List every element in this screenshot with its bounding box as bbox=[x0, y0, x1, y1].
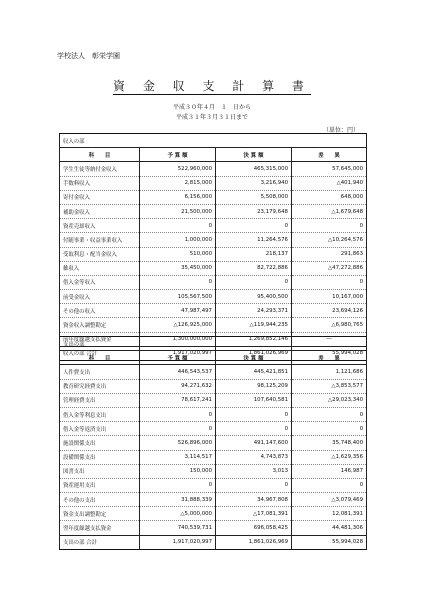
row-actual: 0 bbox=[216, 407, 292, 421]
row-budget: 35,450,000 bbox=[140, 261, 216, 275]
row-budget: 0 bbox=[140, 275, 216, 289]
row-actual: 0 bbox=[216, 422, 292, 436]
table-row bbox=[60, 233, 367, 247]
table-row bbox=[60, 436, 367, 450]
row-diff: 1,121,686 bbox=[292, 365, 367, 379]
table-row bbox=[60, 190, 367, 204]
table-row bbox=[60, 365, 367, 379]
income-header-row bbox=[60, 148, 367, 162]
col-actual-header: 決 算 額 bbox=[216, 148, 292, 162]
row-item: 手数料収入 bbox=[60, 176, 140, 190]
row-actual: 5,508,000 bbox=[216, 190, 292, 204]
row-budget: 2,815,000 bbox=[140, 176, 216, 190]
row-item: 人件費支出 bbox=[60, 365, 140, 379]
row-diff: ― bbox=[292, 332, 367, 346]
row-diff: 10,167,000 bbox=[292, 290, 367, 304]
row-actual: 107,640,581 bbox=[216, 393, 292, 407]
row-budget: 0 bbox=[140, 219, 216, 233]
row-actual: 11,264,576 bbox=[216, 233, 292, 247]
row-budget: 0 bbox=[140, 422, 216, 436]
row-item: 設備関係支出 bbox=[60, 450, 140, 464]
row-item: 管理経費支出 bbox=[60, 393, 140, 407]
col-diff-header: 差 異 bbox=[292, 148, 367, 162]
row-budget: 94,271,632 bbox=[140, 379, 216, 393]
expense-table bbox=[59, 336, 367, 550]
row-item: 教育研究経費支出 bbox=[60, 379, 140, 393]
income-table bbox=[59, 133, 367, 361]
row-item: 借入金等収入 bbox=[60, 275, 140, 289]
row-item: 雑収入 bbox=[60, 261, 140, 275]
table-row bbox=[60, 219, 367, 233]
table-row bbox=[60, 464, 367, 478]
row-actual: 4,743,873 bbox=[216, 450, 292, 464]
row-budget: 0 bbox=[140, 407, 216, 421]
row-actual: 95,400,500 bbox=[216, 290, 292, 304]
row-diff: 23,694,126 bbox=[292, 304, 367, 318]
row-actual: 0 bbox=[216, 219, 292, 233]
col-diff-header: 差 異 bbox=[292, 351, 367, 365]
row-diff: 44,481,306 bbox=[292, 521, 367, 535]
organization-name: 学校法人 彰栄学園 bbox=[57, 52, 120, 60]
row-actual: 23,179,648 bbox=[216, 204, 292, 218]
table-row bbox=[60, 507, 367, 521]
row-budget: 0 bbox=[140, 478, 216, 492]
row-diff: △3,079,469 bbox=[292, 493, 367, 507]
income-section-row bbox=[60, 134, 367, 148]
income-section-title: 収入の部 bbox=[60, 134, 367, 148]
row-diff: △3,853,577 bbox=[292, 379, 367, 393]
row-budget: 526,896,000 bbox=[140, 436, 216, 450]
table-row bbox=[60, 422, 367, 436]
income-total-diff: 55,994,028 bbox=[292, 346, 367, 360]
row-budget: 1,000,000 bbox=[140, 233, 216, 247]
expense-total-budget: 1,917,020,997 bbox=[140, 535, 216, 549]
row-item: 借入金等返済支出 bbox=[60, 422, 140, 436]
expense-total-label: 支出の部 合計 bbox=[60, 535, 140, 549]
row-item: 前年度繰越支払資金 bbox=[60, 332, 140, 346]
row-diff: △1,629,356 bbox=[292, 450, 367, 464]
document-title-text: 資 金 収 支 計 算 書 bbox=[113, 79, 311, 93]
expense-total-diff: 55,994,028 bbox=[292, 535, 367, 549]
table-row bbox=[60, 204, 367, 218]
row-item: 図書支出 bbox=[60, 464, 140, 478]
col-budget-header: 予 算 額 bbox=[140, 148, 216, 162]
table-row bbox=[60, 450, 367, 464]
row-item: 受取利息・配当金収入 bbox=[60, 247, 140, 261]
row-budget: 522,960,000 bbox=[140, 162, 216, 176]
expense-section-row bbox=[60, 337, 367, 351]
row-item: 資産売却収入 bbox=[60, 219, 140, 233]
row-item: 施設関係支出 bbox=[60, 436, 140, 450]
row-budget: 510,000 bbox=[140, 247, 216, 261]
table-row bbox=[60, 493, 367, 507]
row-item: 寄付金収入 bbox=[60, 190, 140, 204]
table-row bbox=[60, 407, 367, 421]
income-total-actual: 1,861,026,969 bbox=[216, 346, 292, 360]
row-actual: 3,013 bbox=[216, 464, 292, 478]
row-diff: 291,863 bbox=[292, 247, 367, 261]
row-budget: △5,000,000 bbox=[140, 507, 216, 521]
row-item: 翌年度繰越支払資金 bbox=[60, 521, 140, 535]
row-budget: △126,925,000 bbox=[140, 318, 216, 332]
expense-total-actual: 1,861,026,969 bbox=[216, 535, 292, 549]
row-budget: 446,543,537 bbox=[140, 365, 216, 379]
row-diff: 0 bbox=[292, 422, 367, 436]
row-actual: 218,137 bbox=[216, 247, 292, 261]
period-to: 平成３１年３月３１日まで bbox=[175, 114, 248, 121]
row-item: 借入金等利息支出 bbox=[60, 407, 140, 421]
row-diff: △401,940 bbox=[292, 176, 367, 190]
table-row bbox=[60, 478, 367, 492]
unit-label: （単位：円） bbox=[322, 127, 359, 134]
period-from: 平成３０年４月 １ 日から bbox=[172, 104, 251, 111]
row-item: 資産運用支出 bbox=[60, 478, 140, 492]
row-item: 付随事業・収益事業収入 bbox=[60, 233, 140, 247]
table-row bbox=[60, 393, 367, 407]
row-actual: △17,081,391 bbox=[216, 507, 292, 521]
row-item: その他の支出 bbox=[60, 493, 140, 507]
row-actual: 491,147,600 bbox=[216, 436, 292, 450]
row-budget: 740,539,731 bbox=[140, 521, 216, 535]
row-actual: 34,967,808 bbox=[216, 493, 292, 507]
row-actual: 3,216,940 bbox=[216, 176, 292, 190]
row-budget: 6,156,000 bbox=[140, 190, 216, 204]
row-diff: 0 bbox=[292, 275, 367, 289]
table-row bbox=[60, 290, 367, 304]
row-actual: △119,944,235 bbox=[216, 318, 292, 332]
table-row bbox=[60, 162, 367, 176]
row-diff: △1,679,648 bbox=[292, 204, 367, 218]
table-row bbox=[60, 318, 367, 332]
row-budget: 1,300,000,000 bbox=[140, 332, 216, 346]
col-actual-header: 決 算 額 bbox=[216, 351, 292, 365]
income-total-budget: 1,917,020,997 bbox=[140, 346, 216, 360]
row-budget: 150,000 bbox=[140, 464, 216, 478]
col-budget-header: 予 算 額 bbox=[140, 351, 216, 365]
row-diff: 0 bbox=[292, 407, 367, 421]
expense-section-title: 支出の部 bbox=[60, 337, 367, 351]
row-item: 補助金収入 bbox=[60, 204, 140, 218]
row-budget: 21,500,000 bbox=[140, 204, 216, 218]
row-actual: 465,315,000 bbox=[216, 162, 292, 176]
row-item: 資金収入調整勘定 bbox=[60, 318, 140, 332]
row-budget: 3,114,517 bbox=[140, 450, 216, 464]
row-actual: 0 bbox=[216, 478, 292, 492]
row-item: その他の収入 bbox=[60, 304, 140, 318]
expense-total-row bbox=[60, 535, 367, 549]
row-budget: 105,567,500 bbox=[140, 290, 216, 304]
row-diff: 0 bbox=[292, 478, 367, 492]
table-row bbox=[60, 247, 367, 261]
row-diff: 146,987 bbox=[292, 464, 367, 478]
row-diff: △29,023,340 bbox=[292, 393, 367, 407]
row-diff: 12,081,391 bbox=[292, 507, 367, 521]
col-item-header: 科 目 bbox=[60, 148, 140, 162]
row-diff: 648,000 bbox=[292, 190, 367, 204]
row-diff: △47,272,886 bbox=[292, 261, 367, 275]
row-actual: 0 bbox=[216, 275, 292, 289]
table-row bbox=[60, 275, 367, 289]
document-title bbox=[0, 77, 424, 94]
row-diff: 57,645,000 bbox=[292, 162, 367, 176]
row-diff: 35,748,400 bbox=[292, 436, 367, 450]
table-row bbox=[60, 176, 367, 190]
row-actual: 1,269,852,146 bbox=[216, 332, 292, 346]
table-row bbox=[60, 379, 367, 393]
col-item-header: 科 目 bbox=[60, 351, 140, 365]
expense-header-row bbox=[60, 351, 367, 365]
row-actual: 696,058,425 bbox=[216, 521, 292, 535]
row-budget: 47,987,497 bbox=[140, 304, 216, 318]
row-budget: 78,617,241 bbox=[140, 393, 216, 407]
table-row bbox=[60, 521, 367, 535]
row-actual: 445,421,851 bbox=[216, 365, 292, 379]
row-actual: 24,293,371 bbox=[216, 304, 292, 318]
row-budget: 31,888,339 bbox=[140, 493, 216, 507]
row-item: 資金支出調整勘定 bbox=[60, 507, 140, 521]
row-item: 前受金収入 bbox=[60, 290, 140, 304]
row-item: 学生生徒等納付金収入 bbox=[60, 162, 140, 176]
row-actual: 98,125,209 bbox=[216, 379, 292, 393]
income-total-label: 収入の部 合計 bbox=[60, 346, 140, 360]
row-actual: 82,722,886 bbox=[216, 261, 292, 275]
table-row bbox=[60, 261, 367, 275]
row-diff: △6,980,765 bbox=[292, 318, 367, 332]
row-diff: 0 bbox=[292, 219, 367, 233]
row-diff: △10,264,576 bbox=[292, 233, 367, 247]
table-row bbox=[60, 304, 367, 318]
